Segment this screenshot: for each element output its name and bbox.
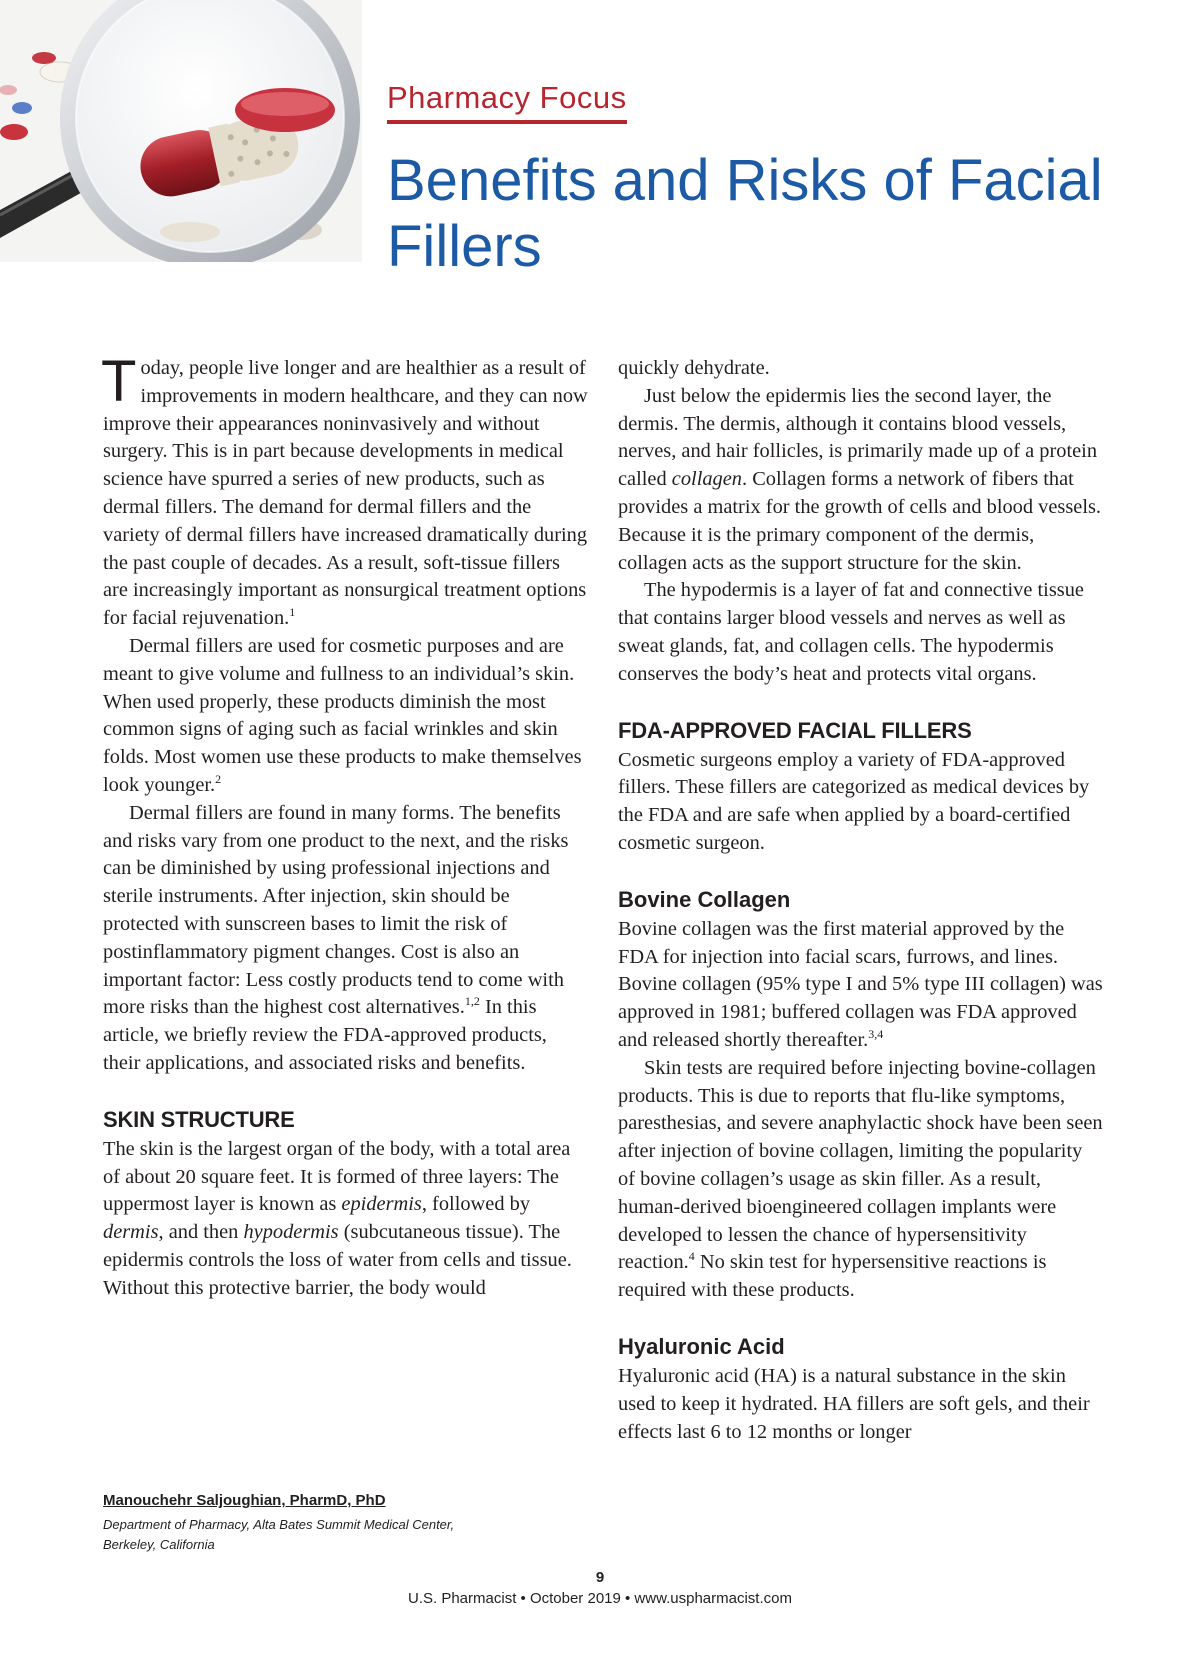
italic-term: hypodermis [243, 1221, 339, 1244]
body-paragraph [618, 1055, 1103, 1305]
right-column [618, 355, 1103, 1446]
paragraph-text: In this article, we briefly review the FDA-approved products, their applications, and associated risks and benefits. [103, 996, 547, 1074]
body-paragraph [618, 916, 1103, 1055]
paragraph-text: Dermal fillers are used for cosmetic purposes and are meant to give volume and fullness to an individual’s skin. When used properly, these products diminish the most common signs of aging such as facial wrinkles and skin folds. Most women use these products to make themselves look younger. [103, 634, 582, 796]
body-paragraph: Hyaluronic acid (HA) is a natural substance in the skin used to keep it hydrated. HA fillers are soft gels, and their effects last 6 to 12 months or longer [618, 1364, 1090, 1443]
reference-superscript: 1 [289, 605, 296, 620]
reference-superscript: 1,2 [464, 994, 480, 1009]
body-paragraph [103, 633, 588, 800]
paragraph-text: Dermal fillers are found in many forms. The benefits and risks vary from one product to the next, and the risks can be diminished by using professional injections and sterile instruments. After injection, skin should be protected with sunscreen bases to limit the risk of postinflammatory pigment changes. Cost is also an important factor: Less costly products tend to come with more risks than the highest cost alternatives. [103, 801, 569, 1019]
section-heading-fda-approved: FDA-APPROVED FACIAL FILLERS [618, 717, 972, 743]
magnifying-glass-over-pills-image [0, 0, 362, 262]
paragraph-text: The skin is the largest organ of the body, with a total area of about 20 square feet. It is formed of three layers: The uppermost layer is known as [103, 1137, 571, 1216]
body-paragraph [618, 383, 1103, 578]
section-heading-skin-structure: SKIN STRUCTURE [103, 1106, 295, 1132]
italic-term: dermis [103, 1221, 159, 1244]
paragraph-text: No skin test for hypersensitive reactions is required with these products. [618, 1251, 1047, 1302]
section-label: Pharmacy Focus [387, 80, 627, 124]
paragraph-text: . Collagen forms a network of fibers that provides a matrix for the growth of cells and blood vessels. Because it is the primary component of the dermis, collagen acts as the support structure for the skin. [618, 468, 1102, 574]
body-paragraph: Cosmetic surgeons employ a variety of FDA-approved fillers. These fillers are categorized as medical devices by the FDA and are safe when applied by a board-certified cosmetic surgeon. [618, 748, 1090, 854]
paragraph-text: Skin tests are required before injecting bovine-collagen products. This is due to reports that flu-like symptoms, paresthesias, and severe anaphylactic shock have been seen after injection of bovine collagen, limiting the popularity of bovine collagen’s usage as skin filler. As a result, human-derived bioengineered collagen implants were developed to lessen the chance of hypersensitivity reaction. [618, 1056, 1103, 1274]
page-number: 9 [595, 1569, 605, 1586]
paragraph-text: Just below the epidermis lies the second layer, the dermis. The dermis, although it contains blood vessels, nerves, and hair follicles, is primarily made up of a protein called [618, 384, 1098, 491]
dropcap: T [101, 349, 137, 414]
intro-paragraph [101, 349, 588, 633]
reference-superscript: 4 [688, 1249, 695, 1264]
author-byline [103, 1492, 583, 1555]
article-title: Benefits and Risks of Facial Fillers [387, 148, 1103, 279]
subheading-bovine-collagen: Bovine Collagen [618, 886, 791, 912]
author-affiliation-line2: Berkeley, California [103, 1537, 215, 1552]
italic-term: collagen [671, 468, 742, 491]
paragraph-text: (subcutaneous tissue). The epidermis controls the loss of water from cells and tissue. Without this protective barrier, the body would [103, 1221, 572, 1299]
reference-superscript: 3,4 [868, 1026, 884, 1041]
left-column [101, 349, 588, 1303]
reference-superscript: 2 [215, 771, 222, 786]
body-paragraph: quickly dehydrate. [618, 357, 770, 379]
footer-publication-info: U.S. Pharmacist • October 2019 • www.uspharmacist.com [408, 1590, 792, 1607]
paragraph-text: oday, people live longer and are healthier as a result of improvements in modern healthcare, and they can now improve their appearances noninvasively and without surgery. This is in part because developments in medical science have spurred a series of new products, such as dermal fillers. The demand for dermal fillers and the variety of dermal fillers have increased dramatically during the past couple of decades. As a result, soft-tissue fillers are increasingly important as nonsurgical treatment options for facial rejuvenation. [103, 357, 588, 630]
paragraph-text: , followed by [421, 1193, 531, 1216]
italic-term: epidermis [341, 1193, 422, 1216]
paragraph-text: Bovine collagen was the first material approved by the FDA for injection into facial scars, furrows, and lines. Bovine collagen (95% type I and 5% type III collagen) was approved in 1981; buffered collagen was FDA approved and released shortly thereafter. [618, 917, 1103, 1051]
body-paragraph [103, 1136, 588, 1303]
paragraph-text: , and then [158, 1221, 244, 1244]
author-name: Manouchehr Saljoughian, PharmD, PhD [103, 1492, 386, 1509]
author-affiliation-line1: Department of Pharmacy, Alta Bates Summit Medical Center, [103, 1517, 455, 1532]
body-paragraph: The hypodermis is a layer of fat and connective tissue that contains larger blood vessels and nerves as well as sweat glands, fat, and collagen cells. The hypodermis conserves the body’s heat and protects vital organs. [618, 579, 1084, 685]
subheading-hyaluronic-acid: Hyaluronic Acid [618, 1333, 785, 1359]
body-paragraph [103, 800, 588, 1078]
